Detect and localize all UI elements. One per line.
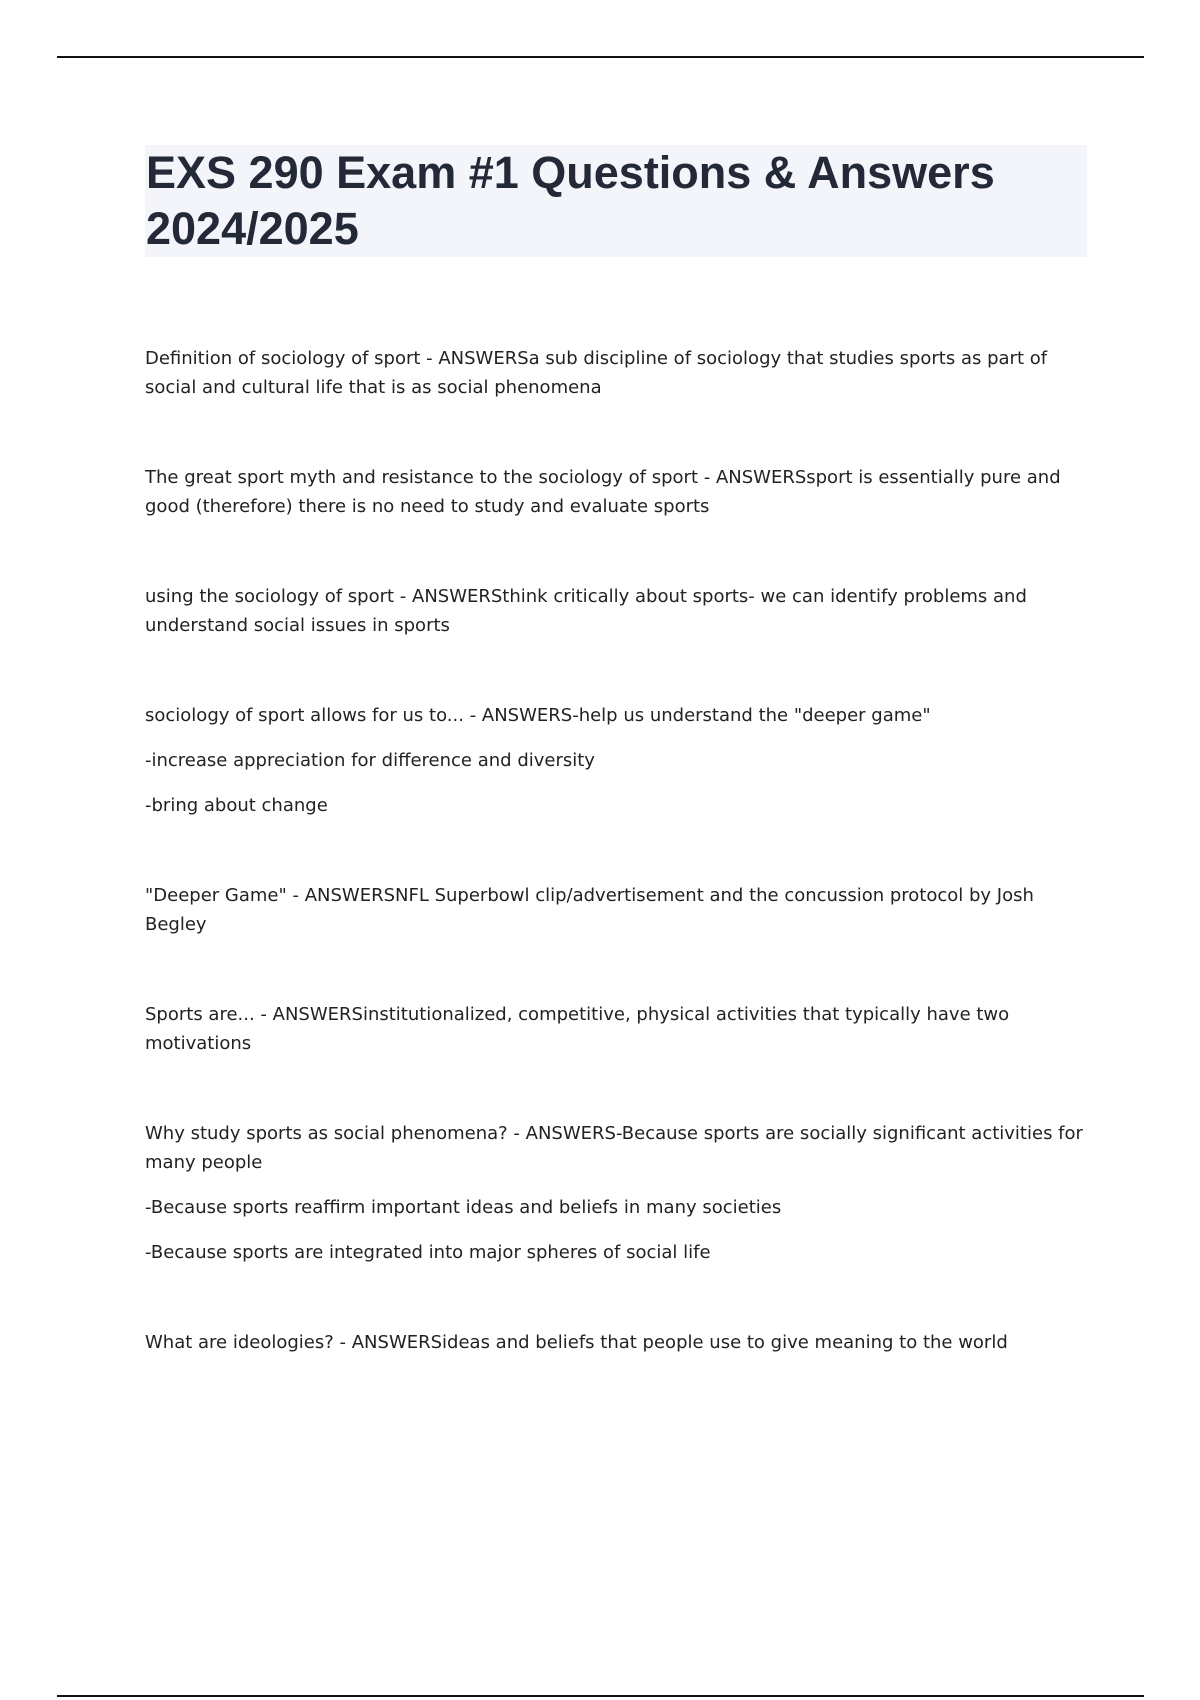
qa-text: Why study sports as social phenomena? - ANSWERS-Because sports are socially significant activities for many people — [145, 1123, 1083, 1173]
qa-text: using the sociology of sport - ANSWERSthink critically about sports- we can identify problems and understand social issues in sports — [145, 586, 1027, 636]
bottom-rule — [57, 1695, 1144, 1697]
qa-text: sociology of sport allows for us to... - ANSWERS-help us understand the "deeper game" — [145, 705, 931, 726]
qa-text: The great sport myth and resistance to the sociology of sport - ANSWERSsport is essentially pure and good (therefore) there is no need to study and evaluate sports — [145, 467, 1061, 517]
qa-entry — [145, 463, 1090, 521]
qa-answer-line: -Because sports reaffirm important ideas and beliefs in many societies — [145, 1197, 782, 1218]
qa-entry — [145, 582, 1090, 640]
qa-entry — [145, 1328, 1090, 1357]
qa-entry — [145, 701, 1090, 820]
qa-text: "Deeper Game" - ANSWERSNFL Superbowl clip/advertisement and the concussion protocol by Josh Begley — [145, 885, 1034, 935]
qa-entry — [145, 344, 1090, 402]
qa-text: What are ideologies? - ANSWERSideas and beliefs that people use to give meaning to the world — [145, 1332, 1008, 1353]
qa-entry — [145, 1119, 1090, 1267]
document-title: EXS 290 Exam #1 Questions & Answers 2024/2025 — [146, 147, 995, 254]
title-block — [145, 145, 1087, 257]
qa-list — [145, 344, 1090, 1357]
qa-entry — [145, 1000, 1090, 1058]
qa-answer-line: -Because sports are integrated into major spheres of social life — [145, 1242, 711, 1263]
qa-text: Sports are... - ANSWERSinstitutionalized, competitive, physical activities that typically have two motivations — [145, 1004, 1010, 1054]
qa-answer-line: -bring about change — [145, 795, 328, 816]
qa-answer-line: -increase appreciation for difference and diversity — [145, 750, 595, 771]
top-rule — [57, 56, 1144, 58]
qa-text: Definition of sociology of sport - ANSWERSa sub discipline of sociology that studies sports as part of social and cultural life that is as social phenomena — [145, 348, 1048, 398]
qa-entry — [145, 881, 1090, 939]
